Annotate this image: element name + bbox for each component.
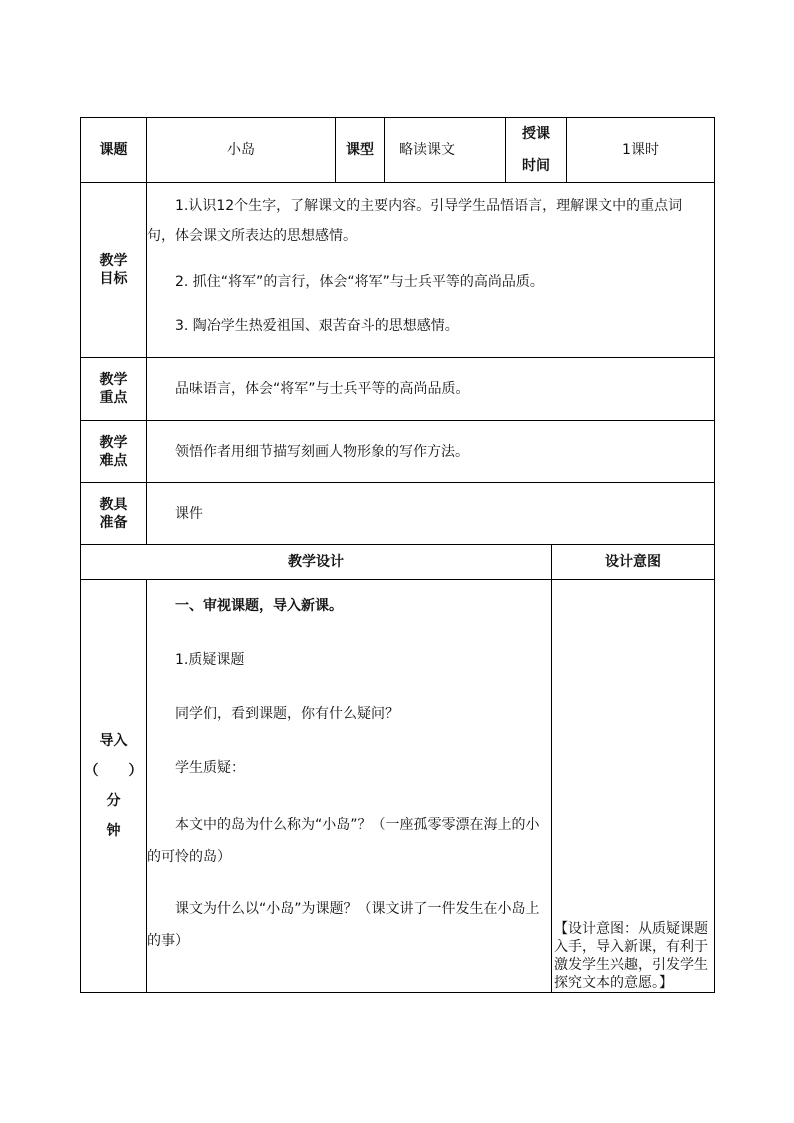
tools-label-line1: 教具 <box>99 496 128 513</box>
course-title-label: 课题 <box>81 118 147 183</box>
header-row <box>81 118 715 183</box>
goals-label-line1: 教学 <box>99 253 128 270</box>
course-title-value: 小岛 <box>147 118 336 183</box>
intro-paragraph: 同学们，看到课题，你有什么疑问？ <box>175 706 399 723</box>
lesson-plan-table <box>80 117 715 993</box>
tools-text: 课件 <box>175 505 203 522</box>
key-points-label-line2: 重点 <box>99 390 128 407</box>
difficulties-content <box>147 421 715 483</box>
goals-label <box>81 183 147 358</box>
teaching-time-label <box>506 118 567 183</box>
intro-paragraph: 课文为什么以“小岛”为课题？（课文讲了一件发生在小岛上的事） <box>147 901 540 950</box>
key-points-text: 品味语言，体会“将军”与士兵平等的高尚品质。 <box>175 381 470 398</box>
key-points-label-line1: 教学 <box>99 372 128 389</box>
key-points-content <box>147 358 715 421</box>
key-points-label <box>81 358 147 421</box>
intro-paragraph: 学生质疑： <box>175 760 245 777</box>
goals-row <box>81 183 715 358</box>
teaching-time-label-line1: 授课 <box>522 126 550 142</box>
tools-row <box>81 483 715 545</box>
design-header-row <box>81 545 715 580</box>
difficulties-row <box>81 421 715 483</box>
intro-design-intent: 【设计意图：从质疑课题入手，导入新课，有利于激发学生兴趣，引发学生探究文本的意愿。】 <box>552 580 715 993</box>
tools-label <box>81 483 147 545</box>
teaching-time-value: 1课时 <box>567 118 715 183</box>
intro-content <box>147 580 552 993</box>
difficulties-label-line1: 教学 <box>99 434 128 451</box>
design-intent-header: 设计意图 <box>552 545 715 580</box>
intro-label-line3: 钟 <box>106 823 121 840</box>
tools-content <box>147 483 715 545</box>
tools-label-line2: 准备 <box>99 514 128 531</box>
intro-label-line2: （ ）分 <box>84 763 143 810</box>
goal-item: 2. 抓住“将军”的言行，体会“将军”与士兵平等的高尚品质。 <box>175 274 544 291</box>
key-points-row <box>81 358 715 421</box>
intro-label <box>81 580 147 993</box>
difficulties-label-line2: 难点 <box>99 452 128 469</box>
teaching-time-label-line2: 时间 <box>522 158 550 175</box>
intro-row <box>81 580 715 993</box>
difficulties-label <box>81 421 147 483</box>
course-type-label: 课型 <box>336 118 385 183</box>
goals-label-line2: 目标 <box>99 271 128 288</box>
intro-paragraph: 本文中的岛为什么称为“小岛”？（一座孤零零漂在海上的小的可怜的岛） <box>147 817 540 866</box>
intro-heading: 一、审视课题，导入新课。 <box>175 598 343 615</box>
intro-subheading: 1.质疑课题 <box>175 652 245 669</box>
goal-item: 3. 陶冶学生热爱祖国、艰苦奋斗的思想感情。 <box>175 318 459 335</box>
goal-item: 1.认识12个生字，了解课文的主要内容。引导学生品悟语言，理解课文中的重点词句，体会课文所表达的思想感情。 <box>147 198 683 245</box>
difficulties-text: 领悟作者用细节描写刻画人物形象的写作方法。 <box>175 443 469 460</box>
teaching-design-header: 教学设计 <box>81 545 552 580</box>
course-type-value: 略读课文 <box>385 118 506 183</box>
goals-content <box>147 183 715 358</box>
intro-label-line1: 导入 <box>99 733 128 750</box>
